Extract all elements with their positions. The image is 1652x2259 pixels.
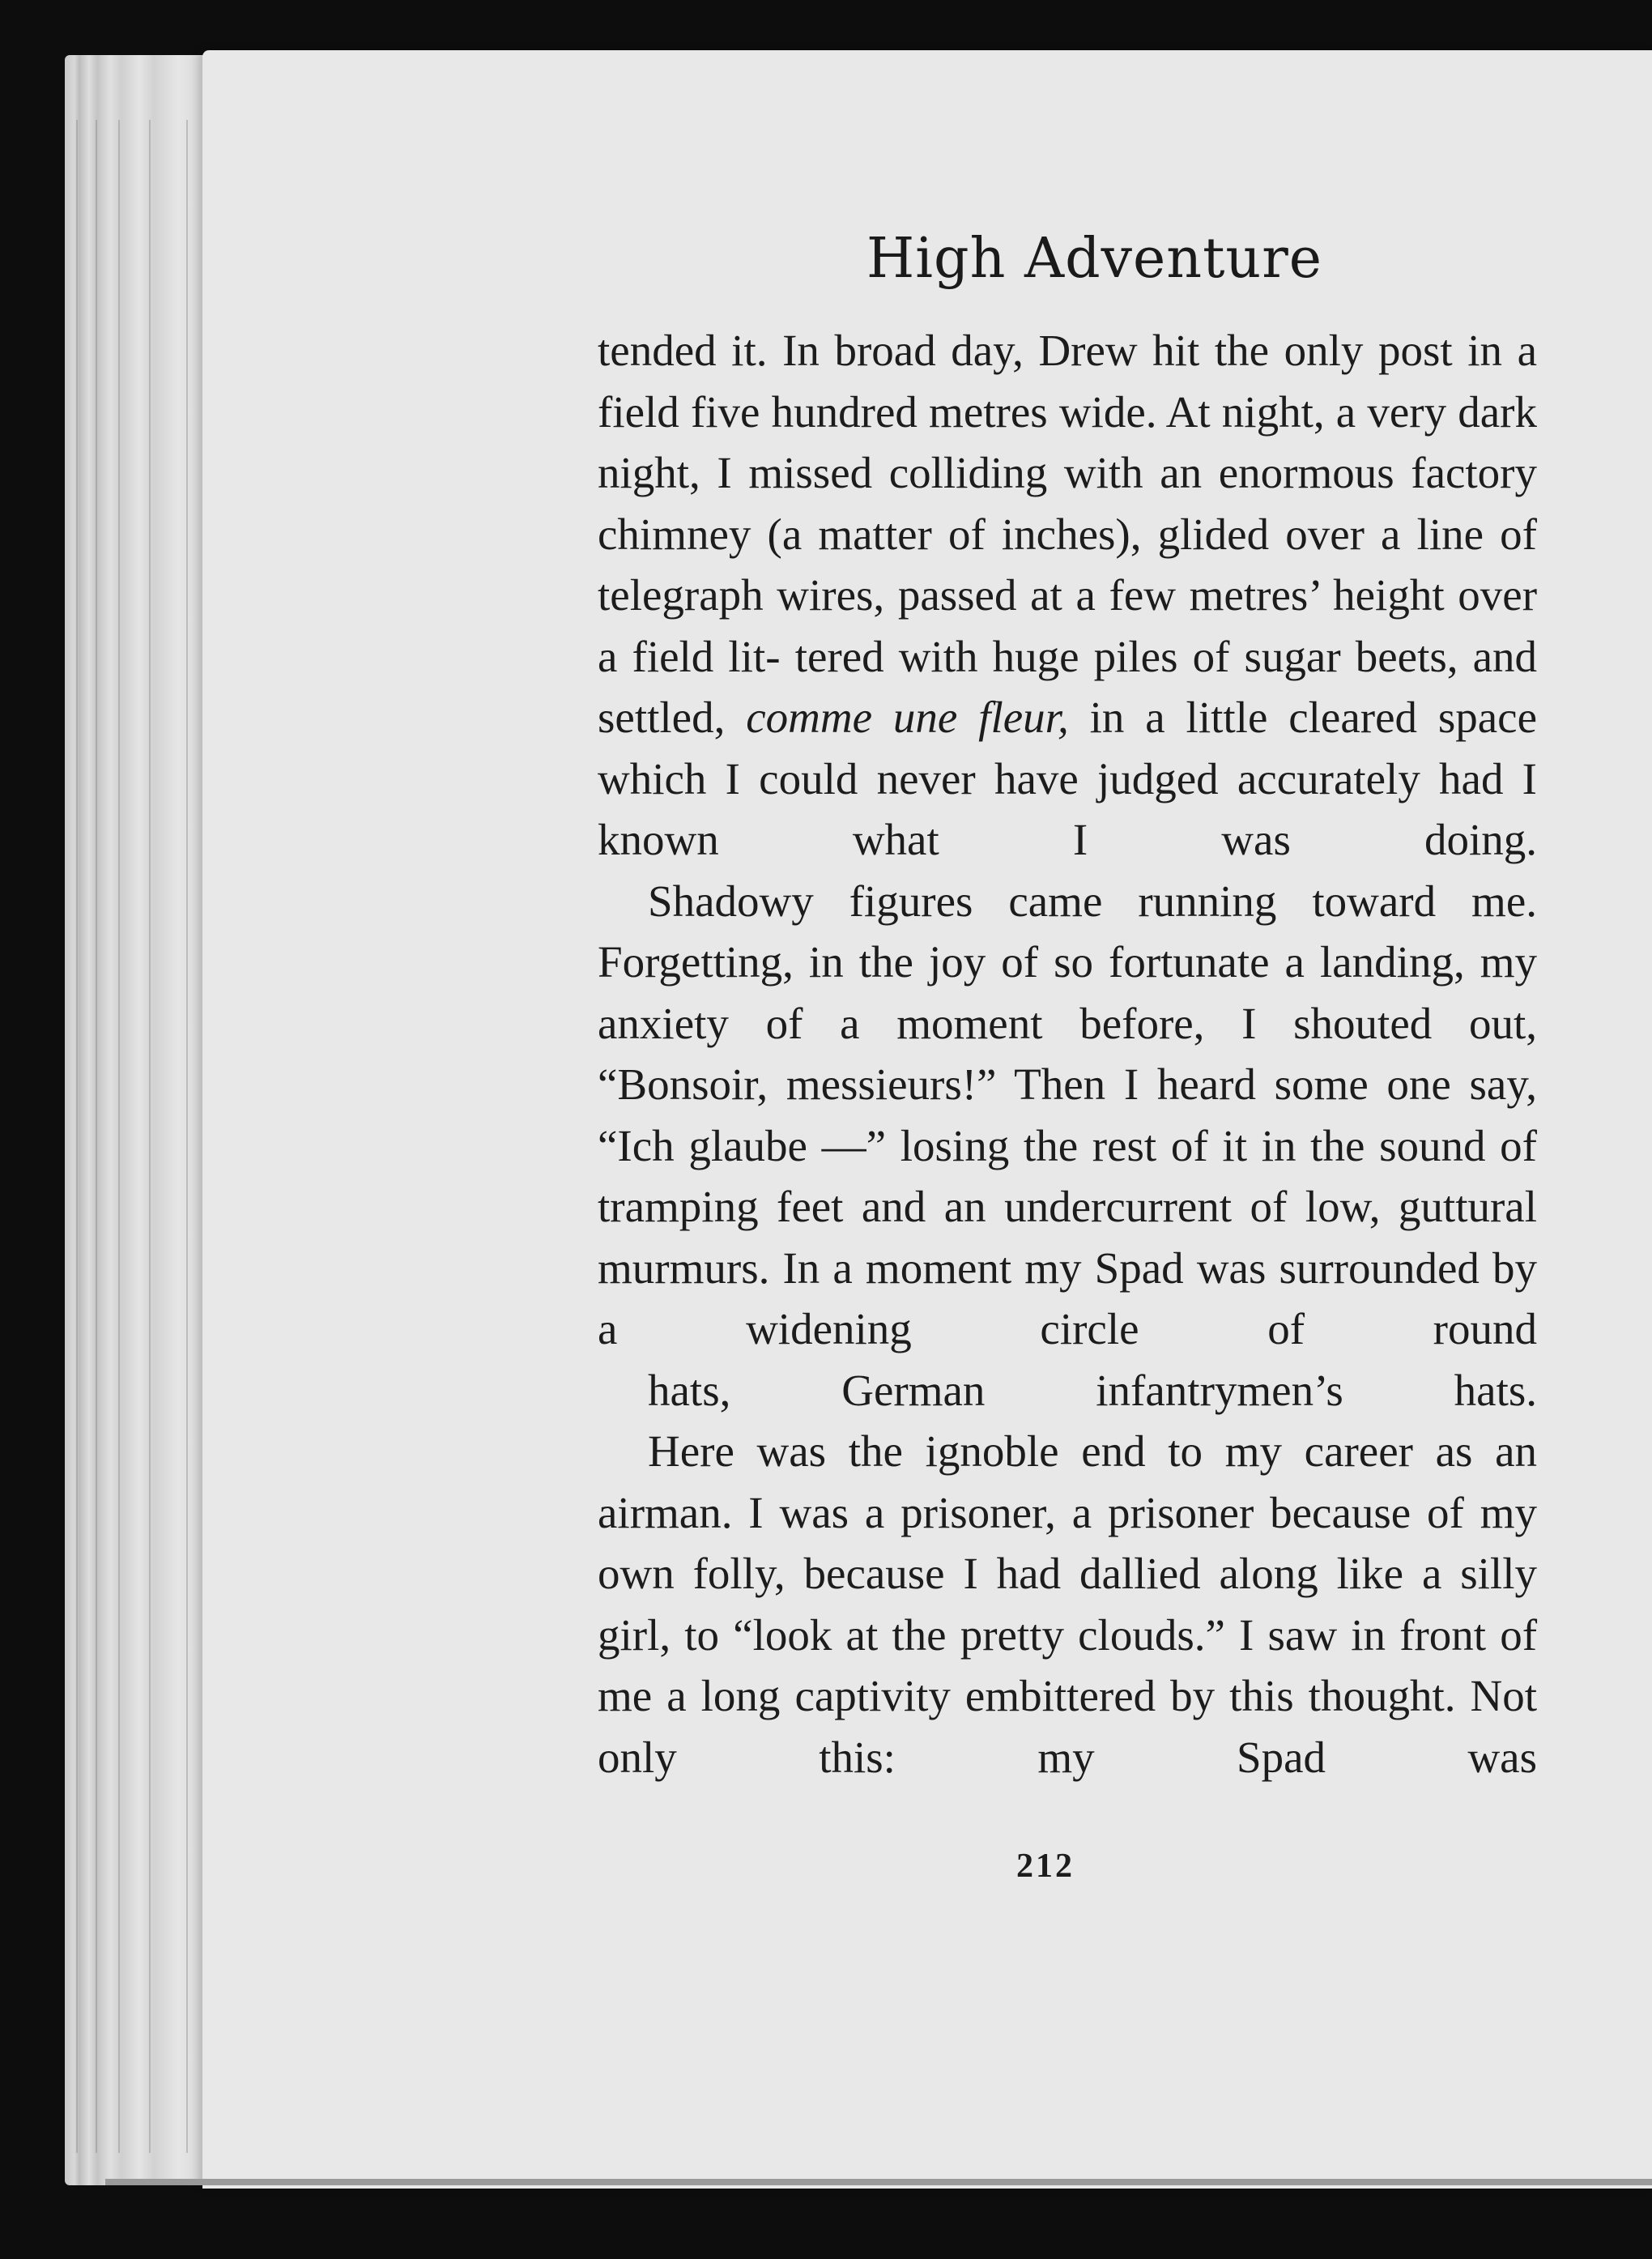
text-line: was surrounded by a widening circle of round xyxy=(598,1242,1538,1353)
text-line: night, a very dark night, I missed colliding xyxy=(598,386,1537,497)
text-line: a silly girl, to “look at the pretty clouds.” I xyxy=(598,1549,1537,1660)
text-line: Shadowy figures came running toward me. xyxy=(648,876,1537,926)
text-line: low, guttural murmurs. In a moment my Spad xyxy=(598,1182,1537,1293)
page-edge-line xyxy=(96,120,97,2153)
page-number: 212 xyxy=(1016,1848,1075,1885)
text-line: passed at a few metres’ height over a field lit- xyxy=(598,570,1538,681)
text-line: by this thought. Not only this: my Spad was xyxy=(598,1671,1537,1782)
paragraph-3 xyxy=(598,1421,1537,1788)
page-edge-line xyxy=(186,120,188,2153)
text-line: sound of tramping feet and an undercurrent of xyxy=(598,1120,1537,1231)
text-line: I could never have judged accurately had I xyxy=(725,753,1537,803)
text-line: inches), glided over a line of telegraph wires, xyxy=(598,509,1537,620)
text-line-last: known what I was doing. xyxy=(598,815,1537,864)
italic-phrase: comme une fleur, xyxy=(746,693,1069,742)
text-line: tered with huge piles of sugar beets, and settled, xyxy=(598,631,1538,742)
text-line: my own folly, because I had dallied along like xyxy=(598,1487,1537,1598)
text-line: airman. I was a prisoner, a prisoner because of xyxy=(598,1487,1464,1537)
text-line: saw in front of me a long captivity embittered xyxy=(598,1609,1538,1720)
text-line: with an enormous factory chimney (a matter of xyxy=(598,448,1537,559)
page-edge-line xyxy=(149,120,151,2153)
page-edge-line xyxy=(118,120,120,2153)
text-line: my anxiety of a moment before, I shouted out, xyxy=(598,937,1538,1048)
paragraph-2 xyxy=(598,871,1537,1421)
paragraph-1 xyxy=(598,320,1537,871)
page-bottom-edge xyxy=(105,2179,1652,2185)
text-line-last: hats, German infantrymen’s hats. xyxy=(648,1365,1537,1415)
text-line: “Bonsoir, messieurs!” Then I heard some one xyxy=(598,1059,1451,1109)
text-line: Forgetting, in the joy of so fortunate a landing, xyxy=(598,937,1465,987)
text-line: tended it. In broad day, Drew hit the only xyxy=(598,326,1364,375)
text-line: Here was the ignoble end to my career as an xyxy=(648,1426,1537,1476)
page-edge-line xyxy=(76,120,78,2153)
text-line: post in a field five hundred metres wide. At xyxy=(598,326,1537,437)
text-line: in a little cleared space which xyxy=(598,693,1538,803)
running-head: High Adventure xyxy=(866,227,1322,291)
text-line: say, “Ich glaube —” losing the rest of it in the xyxy=(598,1059,1538,1170)
body-text xyxy=(598,320,1537,1788)
